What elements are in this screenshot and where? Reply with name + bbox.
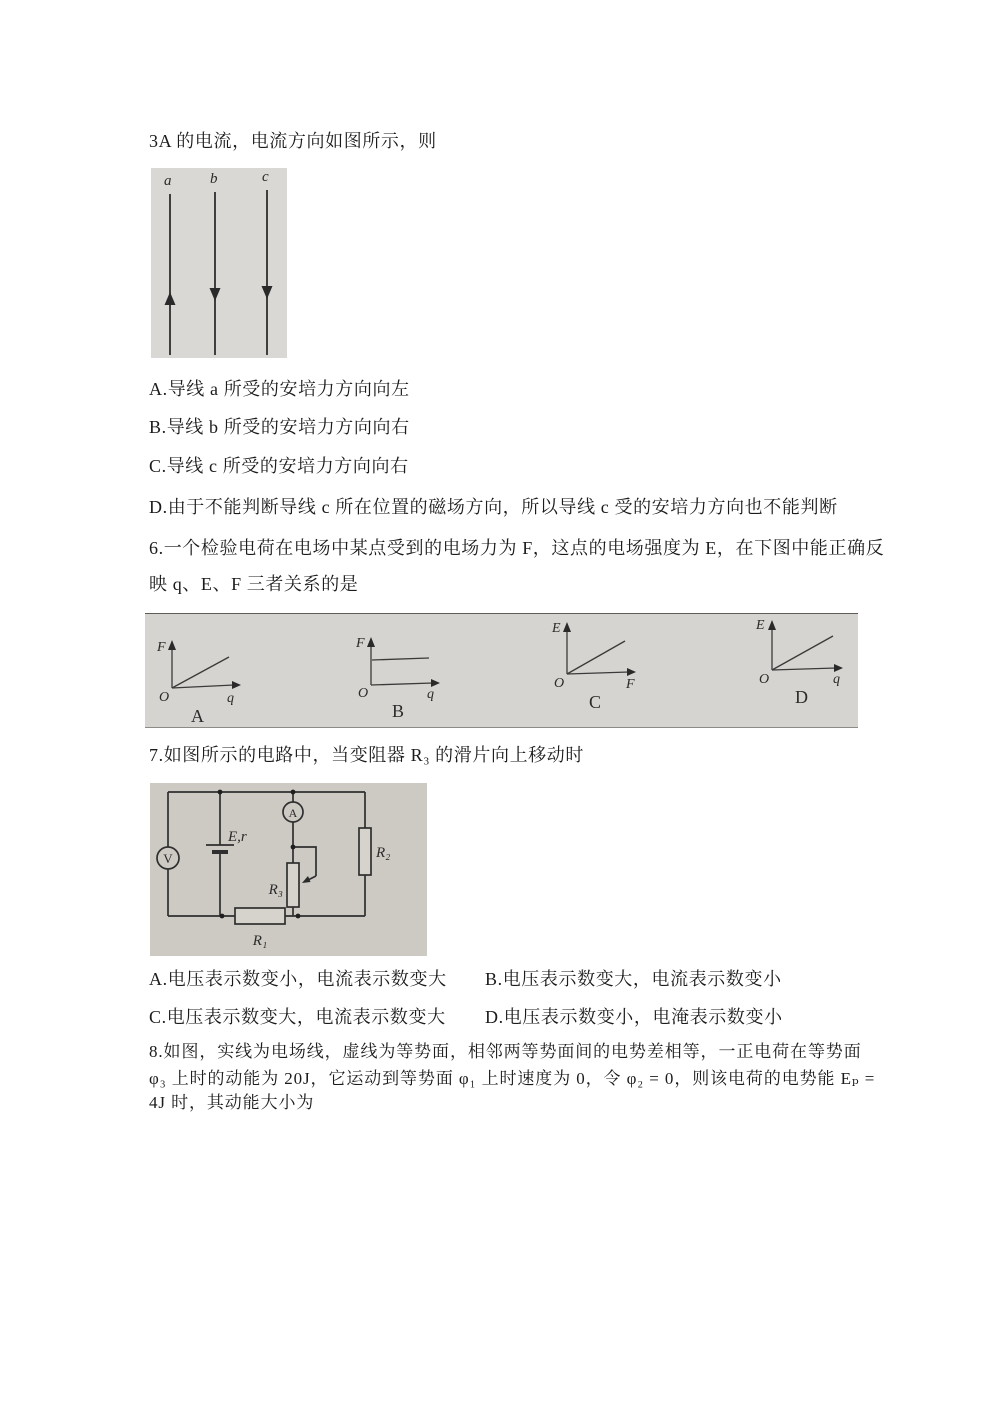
r2-label: R₂ [376, 845, 391, 861]
q8-stem-line2: φ₃ 上时的动能为 20J，它运动到等势面 φ₁ 上时速度为 0，令 φ₂ = 0，则该电荷的电势能 Eₚ = [149, 1069, 876, 1088]
relation-graphs-svg [145, 614, 858, 727]
junction-dot [296, 914, 301, 919]
graph-b [355, 636, 440, 721]
wires-figure [151, 168, 287, 358]
graph-d-ylabel: E [756, 618, 765, 633]
graph-c-letter: C [589, 692, 602, 712]
voltmeter-label: V [163, 851, 173, 866]
junction-dot [220, 914, 225, 919]
graph-d-origin: O [759, 672, 770, 687]
q6-stem-line2: 映 q、E、F 三者关系的是 [149, 574, 359, 594]
graph-d-letter: D [795, 687, 808, 707]
circuit-figure [150, 783, 427, 956]
q7-option-c: C.电压表示数变大，电流表示数变大 [149, 1007, 446, 1027]
q7-option-d: D.电压表示数变小，电淹表示数变小 [485, 1007, 783, 1027]
q8-stem-line1: 8.如图，实线为电场线，虚线为等势面，相邻两等势面间的电势差相等，一正电荷在等势面 [149, 1042, 862, 1061]
graph-c-origin: O [554, 676, 565, 691]
q5-option-b: B.导线 b 所受的安培力方向向右 [149, 417, 410, 437]
graph-a [156, 640, 241, 726]
q5-option-c: C.导线 c 所受的安培力方向向右 [149, 456, 409, 476]
relation-graphs-figure [145, 613, 858, 728]
rheostat-r3 [287, 863, 299, 907]
graph-d-xlabel: q [833, 672, 840, 687]
graph-b-ylabel: F [356, 636, 365, 651]
ammeter-label: A [288, 806, 298, 820]
graph-c-ylabel: E [552, 621, 561, 636]
battery-label: E,r [228, 829, 247, 845]
q8-stem-line3: 4J 时，其动能大小为 [149, 1093, 315, 1112]
q7-option-b: B.电压表示数变大，电流表示数变小 [485, 969, 782, 989]
q6-stem-line1: 6.一个检验电荷在电场中某点受到的电场力为 F，这点的电场强度为 E，在下图中能正确反 [149, 538, 885, 558]
q5-option-a: A.导线 a 所受的安培力方向向左 [149, 379, 410, 399]
graph-d [755, 618, 843, 707]
graph-a-origin: O [159, 690, 170, 705]
q7-stem: 7.如图所示的电路中，当变阻器 R₃ 的滑片向上移动时 [149, 745, 584, 765]
resistor-r1 [235, 908, 285, 924]
graph-a-letter: A [191, 706, 204, 726]
junction-dot [218, 790, 223, 795]
graph-c [551, 621, 636, 712]
graph-b-letter: B [392, 701, 405, 721]
junction-dot [291, 790, 296, 795]
wire-a-label: a [164, 173, 172, 189]
wire-b-label: b [210, 171, 218, 187]
resistor-r2 [359, 828, 371, 875]
q5-option-d: D.由于不能判断导线 c 所在位置的磁场方向，所以导线 c 受的安培力方向也不能判断 [149, 497, 838, 517]
wire-c-label: c [262, 169, 269, 185]
q7-option-a: A.电压表示数变小，电流表示数变大 [149, 969, 447, 989]
r3-label: R₃ [268, 882, 283, 898]
r1-label: R₁ [252, 933, 268, 949]
graph-b-origin: O [358, 686, 369, 701]
graph-a-ylabel: F [157, 640, 166, 655]
graph-c-xlabel: F [626, 677, 635, 692]
graph-b-xlabel: q [427, 687, 434, 702]
q5-stem: 3A 的电流，电流方向如图所示，则 [149, 131, 437, 151]
junction-dot [291, 845, 296, 850]
graph-a-xlabel: q [227, 691, 234, 706]
